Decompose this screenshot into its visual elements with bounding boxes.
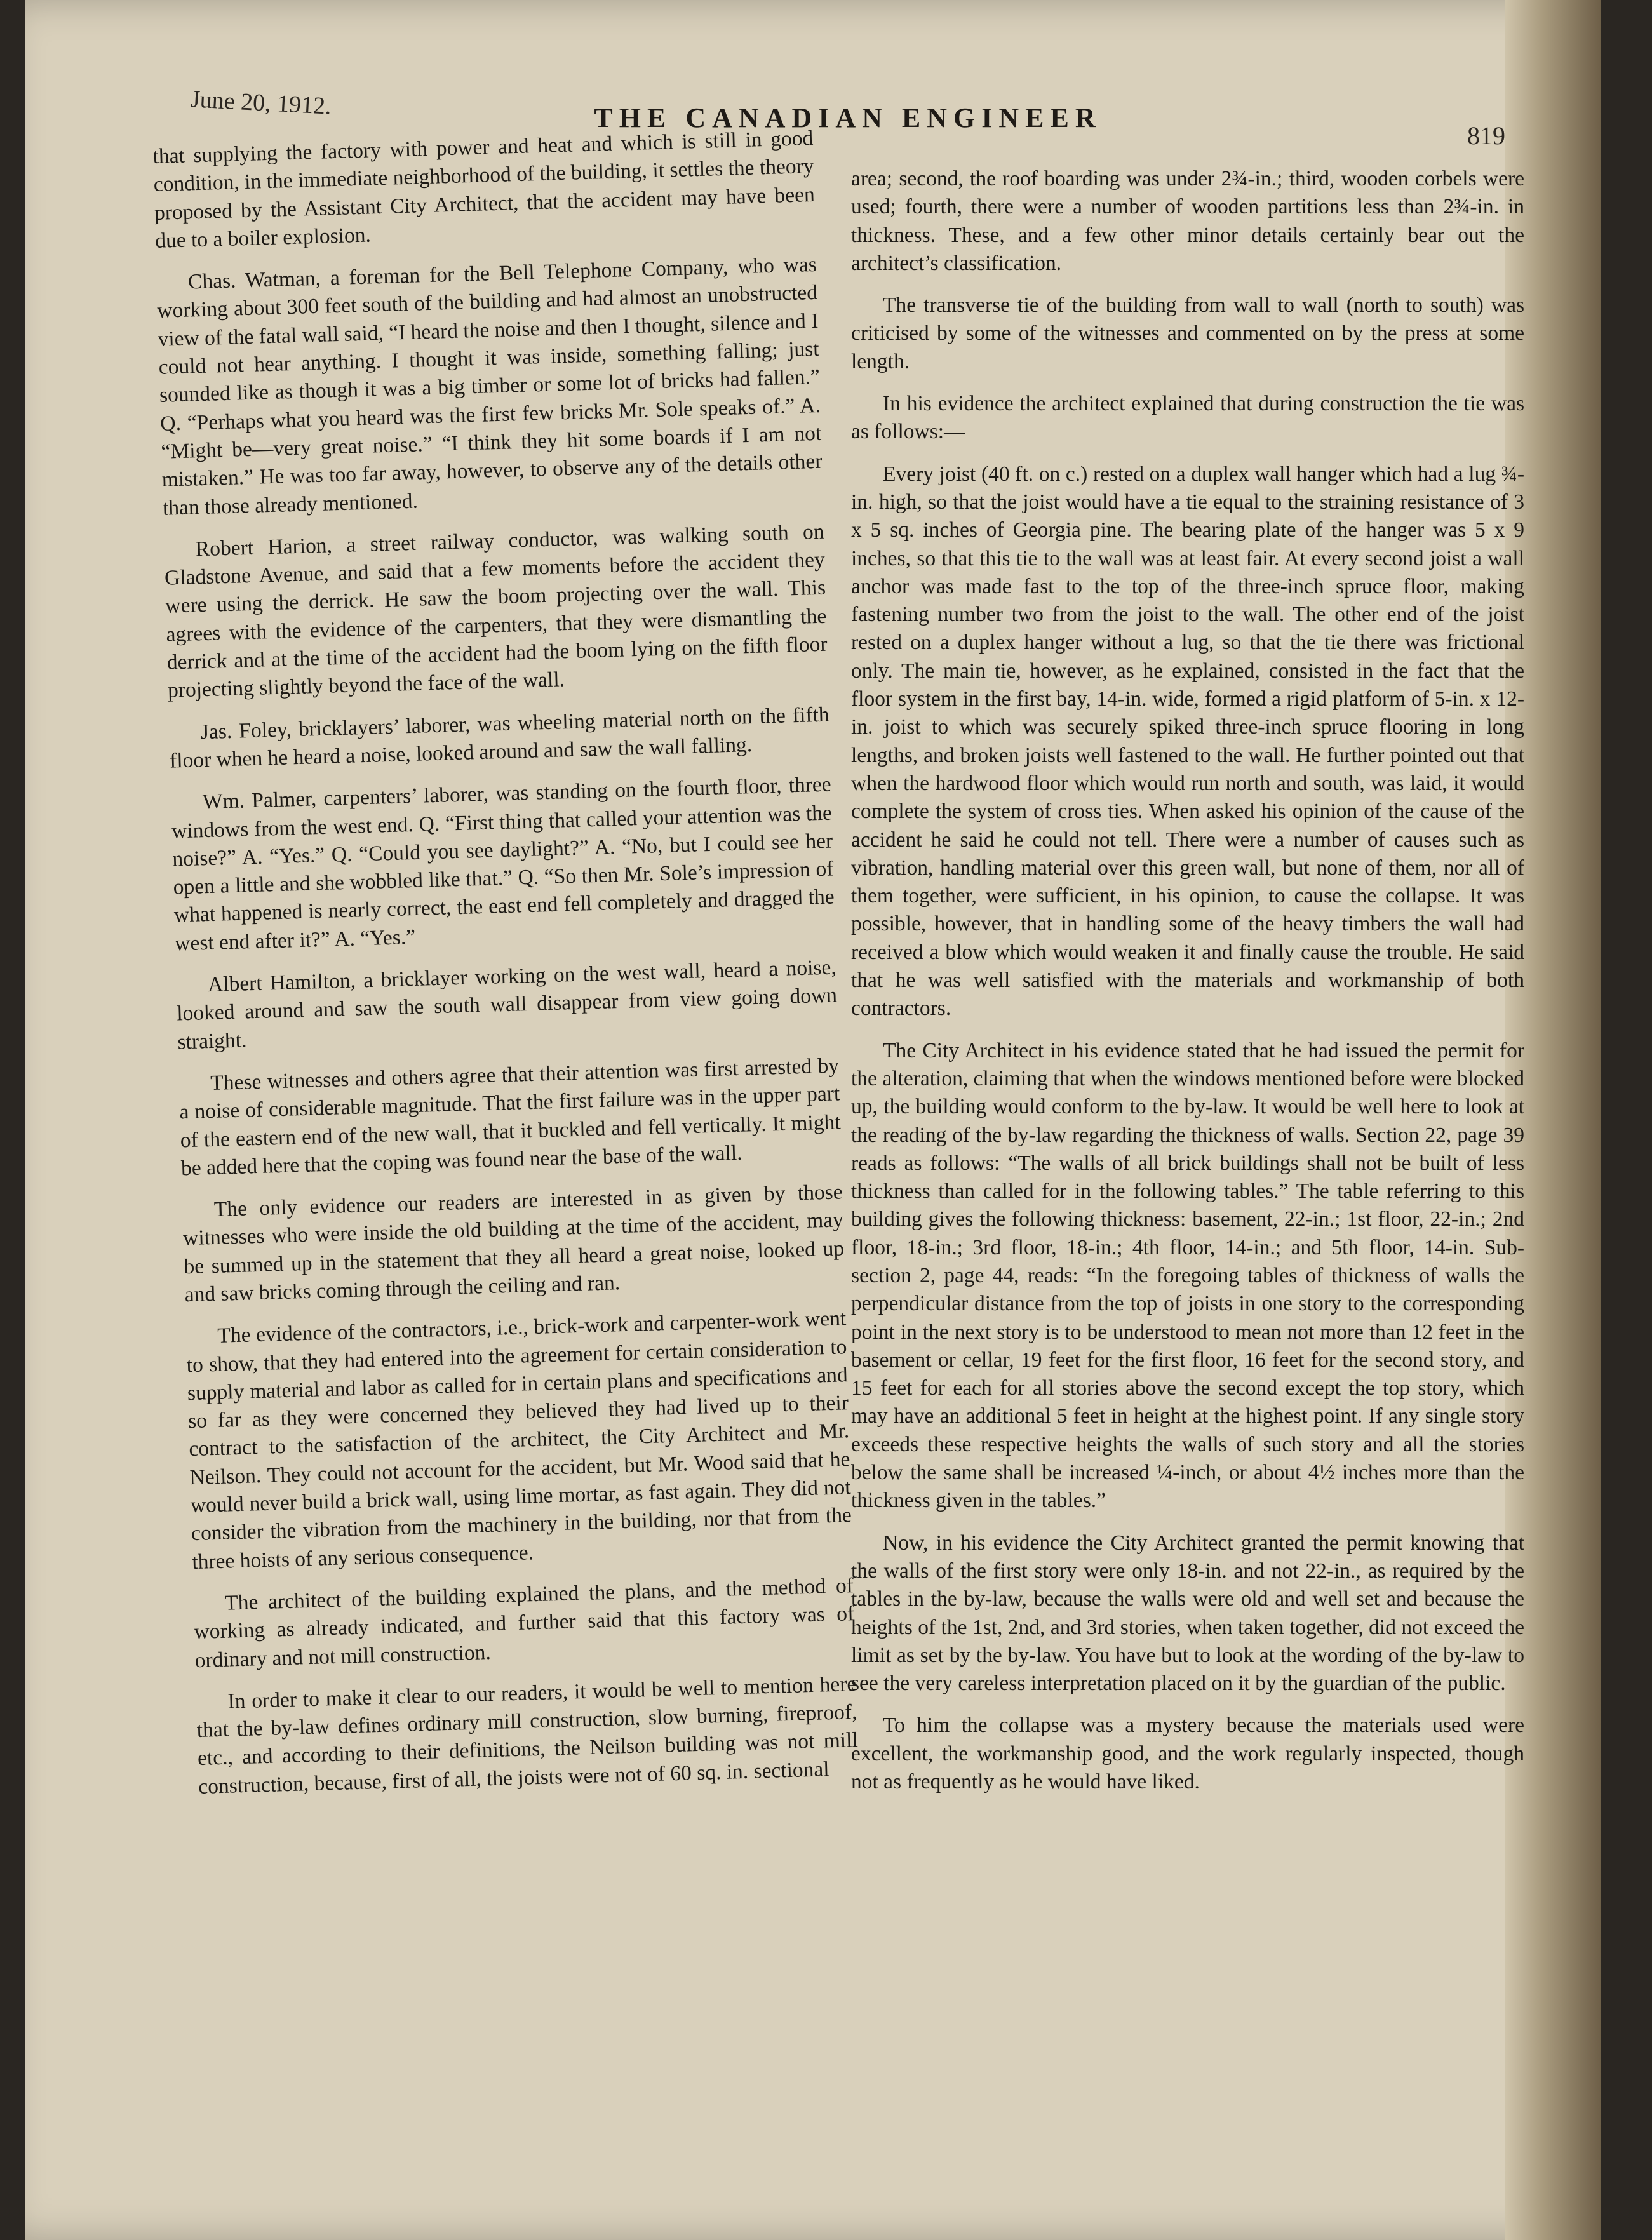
paragraph: Now, in his evidence the City Architect granted the permit knowing that the walls of the first story were only 18-in. and not 22-in., as required by the tables in the by-law, because the walls were old and well set and because the heights of the 1st, 2nd, and 3rd stories, when taken together, did not exceed the limit as set by the by-law. You have but to look at the wording of the by-law to see the very careless interpretation placed on it by the guardian of the public.	[851, 1531, 1524, 1696]
paragraph: To him the collapse was a mystery because the materials used were excellent, the workmanship good, and the work regularly inspected, though not as frequently as he would have liked.	[851, 1714, 1524, 1794]
journal-title: THE CANADIAN ENGINEER	[594, 102, 1102, 133]
paragraph: Every joist (40 ft. on c.) rested on a duplex wall hanger which had a lug ¾-in. high, so that the joist would have a tie equal to the straining resistance of 3 x 5 sq. inches of Georgia pine. The bearing plate of the hanger was 5 x 9 inches, so that this tie to the wall was at least fair. At every second joist a wall anchor was made fast to the top of the three-inch spruce floor, making fastening number two from the joist to the wall. The other end of the joist rested on a duplex hanger without a lug, so that the tie there was frictional only. The main tie, however, as he explained, consisted in the fact that the floor system in the first bay, 14-in. wide, formed a rigid platform of 5-in. x 12-in. joist to which was securely spiked three-inch spruce flooring in long lengths, and broken joists well fastened to the wall. He further pointed out that when the hardwood floor which would run north and south, was laid, it would complete the system of cross ties. When asked his opinion of the cause of the accident he said he could not tell. There were a number of causes such as vibration, handling material over this green wall, but none of them, nor all of them together, were sufficient, in his opinion, to cause the collapse. It was possible, however, that in handling some of the heavy timbers the wall had received a blow which would weaken it and finally cause the trouble. He said that he was well satisfied with the materials and workmanship of both contractors.	[851, 462, 1524, 1021]
paragraph: Albert Hamilton, a bricklayer working on the west wall, heard a noise, looked around and saw the south wall disappear from view going down straight.	[176, 955, 838, 1054]
page-number: 819	[1467, 121, 1505, 150]
journal-page	[25, 0, 1601, 2240]
issue-date: June 20, 1912.	[190, 86, 332, 120]
paragraph: These witnesses and others agree that their attention was first arrested by a noise of considerable magnitude. That the first failure was in the upper part of the eastern end of the new wall, that it buckled and fell vertically. It might be added here that the coping was found near the base of the wall.	[179, 1054, 841, 1181]
paragraph: that supplying the factory with power and heat and which is still in good condition, in the immediate neighborhood of the building, it settles the theory proposed by the Assistant City Architect, that the accident may have been due to a boiler explosion.	[152, 126, 816, 253]
paragraph: The architect of the building explained the plans, and the method of working as already indicated, and further said that this factory was of ordinary and not mill construction.	[193, 1574, 855, 1672]
paragraph: Jas. Foley, bricklayers’ laborer, was wheeling material north on the fifth floor when he heard a noise, looked around and saw the wall falling.	[169, 702, 830, 773]
page-header	[165, 76, 1531, 150]
right-column	[851, 165, 1524, 1810]
paragraph: Wm. Palmer, carpenters’ laborer, was standing on the fourth floor, three windows from the west end. Q. “First thing that called your attention was the noise?” A. “Yes.” Q. “Could you see daylight?” A. “No, but I could see her open a little and she wobbled like that.” Q. “So then Mr. Sole’s impression of what happened is nearly correct, the east end fell completely and dragged the west end after it?” A. “Yes.”	[171, 772, 835, 956]
paragraph: The transverse tie of the building from wall to wall (north to south) was criticised by some of the witnesses and commented on by the press at some length.	[851, 293, 1524, 373]
left-column	[152, 124, 859, 1815]
paragraph: area; second, the roof boarding was under 2¾-in.; third, wooden corbels were used; fourth, there were a number of wooden partitions less than 2¾-in. in thickness. These, and a few other minor details certainly bear out the architect’s classification.	[851, 167, 1524, 275]
paragraph: In order to make it clear to our readers, it would be well to mention here that the by-law defines ordinary mill construction, slow burning, fireproof, etc., and according to their definitions, the Neilson building was not mill construction, because, first of all, the joists were not of 60 sq. in. sectional	[196, 1672, 859, 1799]
paragraph: In his evidence the architect explained that during construction the tie was as follows:—	[851, 392, 1524, 444]
paragraph: Chas. Watman, a foreman for the Bell Telephone Company, who was working about 300 feet south of the building and had almost an unobstructed view of the fatal wall said, “I heard the noise and then I thought, silence and I could not hear anything. I thought it was inside, something falling; just sounded like as though it was a big timber or some lot of bricks had fallen.” Q. “Perhaps what you heard was the first few bricks Mr. Sole speaks of.” A. “Might be—very great noise.” “I think they hit some boards if I am not mistaken.” He was too far away, however, to observe any of the details other than those already mentioned.	[156, 253, 823, 520]
paragraph: The City Architect in his evidence stated that he had issued the permit for the alteration, claiming that when the windows mentioned before were blocked up, the building would conform to the by-law. It would be well here to look at the reading of the by-law regarding the thickness of walls. Section 22, page 39 reads as follows: “The walls of all brick buildings shall not be built of less thickness than called for in the following tables.” The table referring to this building gives the following thickness: basement, 22-in.; 1st floor, 22-in.; 2nd floor, 18-in.; 3rd floor, 18-in.; 4th floor, 14-in.; and 5th floor, 14-in. Sub-section 2, page 44, reads: “In the foregoing tables of thickness of walls the perpendicular distance from the top of joists in one story to the corresponding point in the next story is to be understood to mean not more than 12 feet in the basement or cellar, 19 feet for the first floor, 16 feet for the second story, and 15 feet for each for all stories above the second except the top story, which may have an additional 5 feet in height at the highest point. If any single story exceeds these respective heights the walls of such story and all the stories below the same shall be increased ¼-inch, or about 4½ inches more than the thickness given in the tables.”	[851, 1038, 1524, 1513]
paragraph: The evidence of the contractors, i.e., brick-work and carpenter-work went to show, that they had entered into the agreement for certain consideration to supply material and labor as called for in certain plans and specifications and so far as they were concerned they believed they had lived up to their contract to the satisfaction of the architect, the City Architect and Mr. Neilson. They could not account for the accident, but Mr. Wood said that he would never build a brick wall, using lime mortar, as fast again. They did not consider the vibration from the machinery in the building, nor that from the three hoists of any serious consequence.	[186, 1306, 852, 1574]
paragraph: The only evidence our readers are interested in as given by those witnesses who were inside the old building at the time of the accident, may be summed up in the statement that they all heard a great noise, looked up and saw bricks coming through the ceiling and ran.	[182, 1180, 845, 1307]
paragraph: Robert Harion, a street railway conductor, was walking south on Gladstone Avenue, and said that a few moments before the accident they were using the derrick. He saw the boom projecting over the wall. This agrees with the evidence of the carpenters, that they were dismantling the derrick and at the time of the accident had the boom lying on the fifth floor projecting slightly beyond the face of the wall.	[164, 520, 828, 703]
